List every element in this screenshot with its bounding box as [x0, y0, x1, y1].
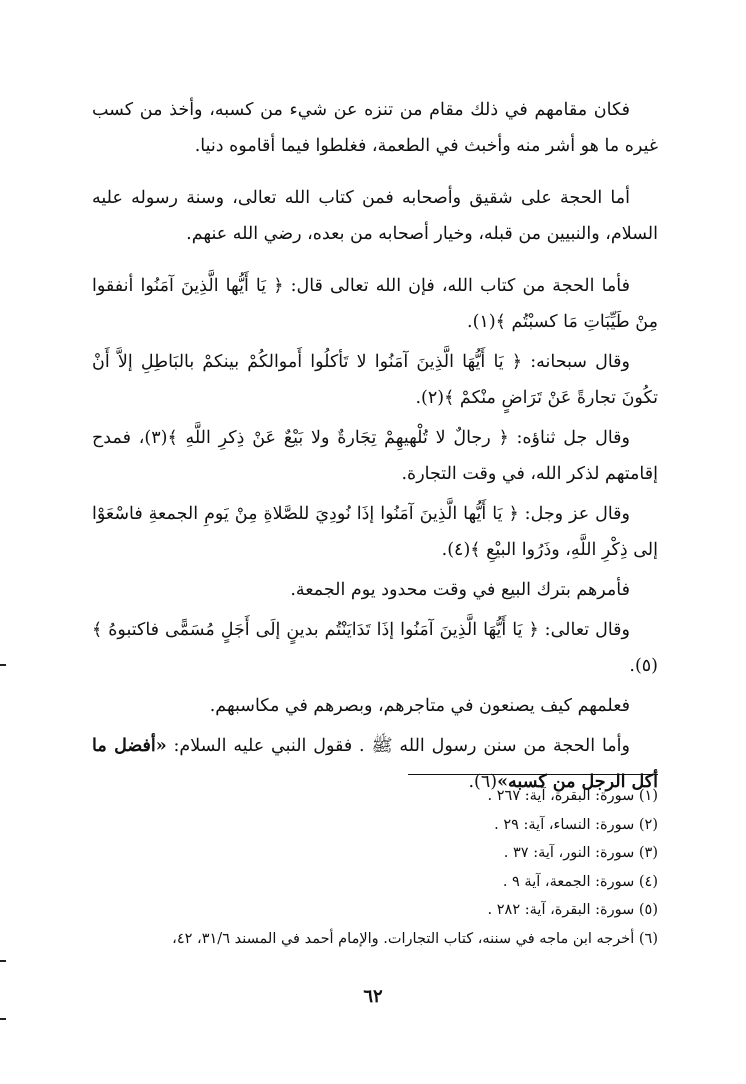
paragraph-4: وقال سبحانه: ﴿ يَا أَيُّهَا الَّذِينَ آمَنُوا لا تَأكلُوا أَموالكُمْ بينكمْ بالبَاطِلِ إلاَّ أَنْ تكُونَ تجارةً عَنْ تَرَاضٍ منْكمْ ﴾(٢). [92, 352, 658, 408]
scan-edge-mark [0, 1018, 6, 1020]
paragraph-10-tail: (٦). [468, 772, 498, 792]
paragraph-8: وقال تعالى: ﴿ يَا أَيُّهَا الَّذِينَ آمَنُوا إذَا تَدَايَنْتُم بدينٍ إلَى أَجَلٍ مُسَمًّى فاكتبوهُ ﴾(٥). [92, 620, 658, 676]
paragraph-9: فعلمهم كيف يصنعون في متاجرهم، وبصرهم في مكاسبهم. [209, 696, 630, 716]
paragraph-3: فأما الحجة من كتاب الله، فإن الله تعالى قال: ﴿ يَا أَيُّها الَّذِينَ آمَنُوا أنفقوا مِنْ طَيِّبَاتِ مَا كسبْتُم ﴾(١). [92, 276, 658, 332]
paragraph-1: فكان مقامهم في ذلك مقام من تنزه عن شيء من كسبه، وأخذ من كسب غيره ما هو أشر منه وأخبث في الطعمة، فغلطوا فيما أقاموه دنيا. [92, 100, 658, 156]
scan-edge-mark [0, 664, 6, 666]
paragraph-5: وقال جل ثناؤه: ﴿ رجالٌ لا تُلْهيهِمْ تِجَارةٌ ولا بَيْعٌ عَنْ ذِكرِ اللَّهِ ﴾(٣)، فمدح إقامتهم لذكر الله، في وقت التجارة. [92, 428, 658, 484]
main-text [92, 92, 658, 804]
footnote-1: (١) سورة: البقرة، آية: ٢٦٧ . [487, 788, 658, 804]
footnotes [92, 782, 658, 953]
hadith-quote: «أفضل ما أكل الرجل من كسبه» [92, 736, 658, 792]
footnote-4: (٤) سورة: الجمعة، آية ٩ . [502, 873, 658, 890]
footnote-divider [408, 774, 658, 775]
footnote-2: (٢) سورة: النساء، آية: ٢٩ . [494, 816, 658, 833]
paragraph-10-lead: وأما الحجة من سنن رسول الله ﷺ . فقول النبي عليه السلام: [166, 736, 630, 756]
page-number: ٦٢ [363, 986, 383, 1007]
footnote-6: (٦) أخرجه ابن ماجه في سننه، كتاب التجارات. والإمام أحمد في المسند ٣١/٦، ٤٢، [172, 930, 658, 947]
paragraph-2: أما الحجة على شقيق وأصحابه فمن كتاب الله تعالى، وسنة رسوله عليه السلام، والنبيين من قبله، وخيار أصحابه من بعده، رضي الله عنهم. [92, 188, 658, 244]
footnote-3: (٣) سورة: النور، آية: ٣٧ . [503, 845, 658, 861]
paragraph-6: وقال عز وجل: ﴿ يَا أَيُّها الَّذِينَ آمَنُوا إذَا نُودِيَ للصَّلاةِ مِنْ يَومِ الجمعةِ فاسْعَوْا إلى ذِكْرِ اللَّهِ، وذَرُوا البيْعِ ﴾(٤). [92, 504, 658, 560]
paragraph-7: فأمرهم بترك البيع في وقت محدود يوم الجمعة. [290, 580, 630, 600]
scan-edge-mark [0, 960, 6, 962]
footnote-5: (٥) سورة: البقرة، آية: ٢٨٢ . [487, 902, 658, 918]
